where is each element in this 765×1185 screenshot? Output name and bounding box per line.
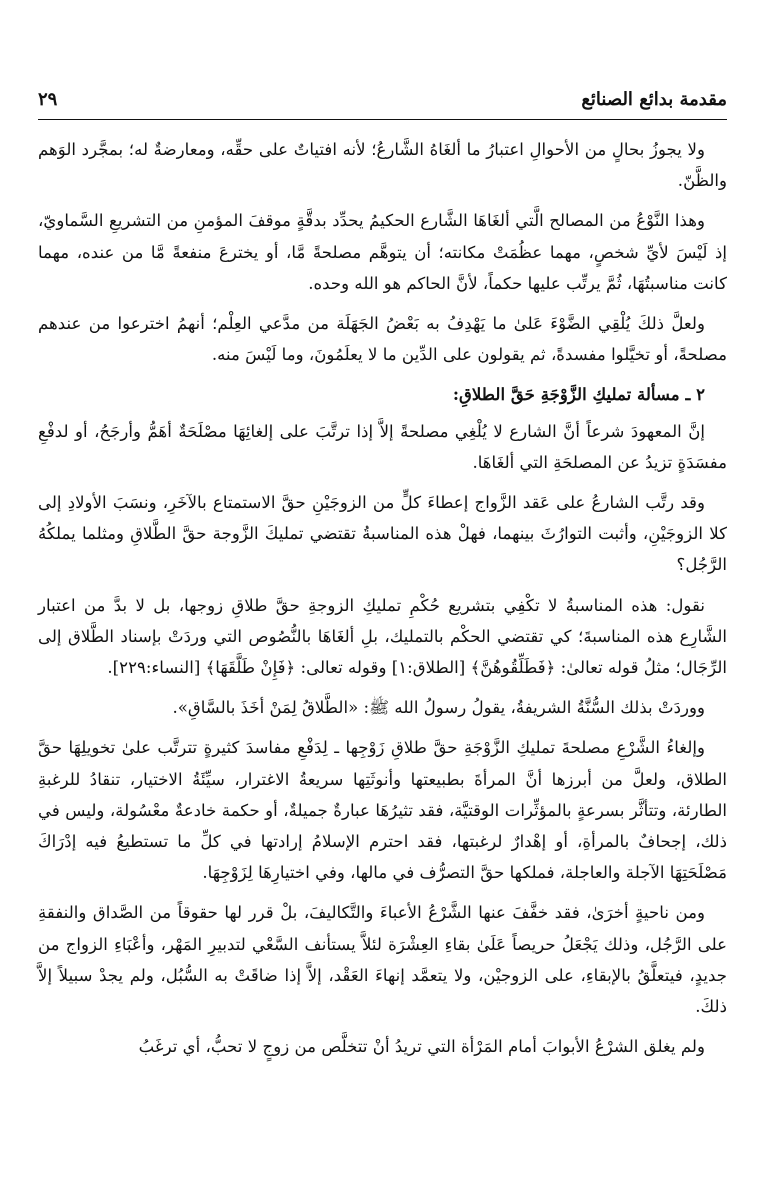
paragraph: نقول: هذه المناسبةُ لا تكْفِي بتشريع حُكْمِ تمليكِ الزوجةِ حقَّ طلاقِ زوجها، بل لا بدَّ من اعتبار الشَّارِع هذه المناسبةَ؛ كي تقتضي الحكْم بالتمليك، بلِ ألغَاهَا بالنُّصُوص التي وردَتْ بإسناد الطَّلاق إلى الرِّجَال؛ مثلُ قوله تعالىٰ: ﴿فَطَلِّقُوهُنَّ﴾ [الطلاق:١] وقوله تعالى: ﴿فَإِنْ طَلَّقَهَا﴾ [النساء:٢٢٩]. — [38, 595, 727, 678]
paragraph: إنَّ المعهودَ شرعاً أنَّ الشارع لا يُلْغِي مصلحةً إلاَّ إذا ترتَّبَ على إلغائِهَا مصْلَحَةٌ أهَمُّ وأرجَحُ، أو لدفْعِ مفسَدَةٍ تزيدُ عن المصلحَةِ التي ألغَاهَا. — [38, 421, 727, 472]
paragraph: ولم يغلق الشرْعُ الأبوابَ أمام المَرْأة التي تريدُ أنْ تتخلَّص من زوجٍ لا تحبُّ، أي ترغَبُ — [138, 1037, 705, 1057]
paragraph: ولعلَّ ذلكَ يُلْقِي الضَّوْءَ عَلىٰ ما يَهْدِفُ به بَعْضُ الجَهَلَة من مدَّعي العِلْم؛ أنهمُ اخترعوا من عندهم مصلحةً، أو تخيَّلوا مفسدةً، ثم يقولون على الدِّين ما لا يعلَمُونَ، وما لَيْسَ منه. — [38, 314, 727, 365]
page-number: ٢٩ — [38, 88, 58, 110]
running-title: مقدمة بدائع الصنائع — [581, 88, 727, 110]
section-heading: ٢ ـ مسألة تمليكِ الزَّوْجَةِ حَقَّ الطلاقِ: — [452, 384, 705, 405]
paragraph: ووردَتْ بذلك السُّنَّةُ الشريفةُ، يقولُ رسولُ الله ﷺ: «الطَّلاقُ لِمَنْ أخَذَ بالسَّاقِ». — [172, 698, 705, 718]
paragraph: ولا يجوزُ بحالٍ من الأحوالِ اعتبارُ ما ألغَاهُ الشَّارعُ؛ لأنه افتياتٌ على حقِّه، ومعارضةٌ له؛ بمجَّرد الوَهم والظَّنّ. — [38, 140, 727, 191]
paragraph: وإلغاءُ الشَّرْعِ مصلحةَ تمليكِ الزَّوْجَةِ حقَّ طلاقِ زَوْجِها ـ لِدَفْعِ مفاسدَ كثيرةٍ تترتَّب علىٰ تخويلِهَا حقَّ الطلاق، ولعلَّ من أبرزها أنَّ المرأةَ بطبيعتها وأنوثَتِها سريعةُ الاغترار، سيِّئَةُ الاختيار، تنقادُ للرغبةِ الطارئة، وتتأثَّر بسرعةٍ بالمؤثِّرات الوقتيَّة، فقد تثيرُهَا عبارةٌ جميلةٌ، أو حكمة خادعةٌ معْسُولة، وليس في ذلك، إجحافٌ بالمرأةِ، أو إهْدارٌ لرغبتها، فقد احترم الإسلامُ إرادتها في كلِّ ما تستطيعُ فيه إدْرَاكَ مَصْلَحَتِهَا الآجلة والعاجلة، فملكها حقَّ التصرُّف في مالها، وفي اختيارِهَا لِزَوْجِهَا. — [38, 738, 727, 883]
paragraph: ومن ناحيةٍ أخرَىٰ، فقد خفَّفَ عنها الشَّرْعُ الأعباءَ والتَّكاليفَ، بلْ قرر لها حقوقاً من الصَّداق والنفقةِ على الرَّجُل، وذلك يَجْعَلُ حريصاً عَلَىٰ بقاءِ العِشْرَة لئلاَّ يستأنف السَّعْي لتدبيرِ المَهْر، وأعْبَاءِ الزواج من جديدٍ، فيتعلَّقُ بالإبقاءِ، على الزوجيْن، ولا يتعمَّد إنهاءَ العَقْد، إلاَّ إذا ضاقَتْ به السُّبُل، ولم يجدْ سبيلاً إلاَّ ذلكَ. — [38, 903, 727, 1017]
paragraph: وهذا النَّوْعُ من المصالح الَّتي ألغَاهَا الشَّارع الحكيمُ يحدِّد بدقَّةٍ موقفَ المؤمنِ من التشريعِ السَّماويّ، إذ لَيْسَ لأيِّ شخصٍ، مهما عظُمَتْ مكانته؛ أن يتوهَّم مصلحةً مَّا، أو يخترعَ منفعةً مَّا من عنده، مهما كانت مناسبتُهَا، ثُمَّ يرتِّب عليها حكماً، لأنَّ الحاكم هو الله وحده. — [38, 211, 727, 293]
header-rule — [38, 119, 727, 120]
paragraph: وقد رتَّب الشارعُ على عَقد الزَّواج إعطاءَ كلٍّ من الزوجَيْنِ حقَّ الاستمتاع بالآخَرِ، ونسَبَ الأولادِ إلى كلا الزوجَيْنِ، وأثبت التوارُثَ بينهما، فهلْ هذه المناسبةُ تقتضي تمليكَ الزَّوجة حقَّ الطَّلاقِ ومثلما يملكُهُ الرَّجُل؟ — [38, 493, 727, 575]
page-body — [38, 134, 727, 1071]
page-header — [38, 84, 727, 114]
